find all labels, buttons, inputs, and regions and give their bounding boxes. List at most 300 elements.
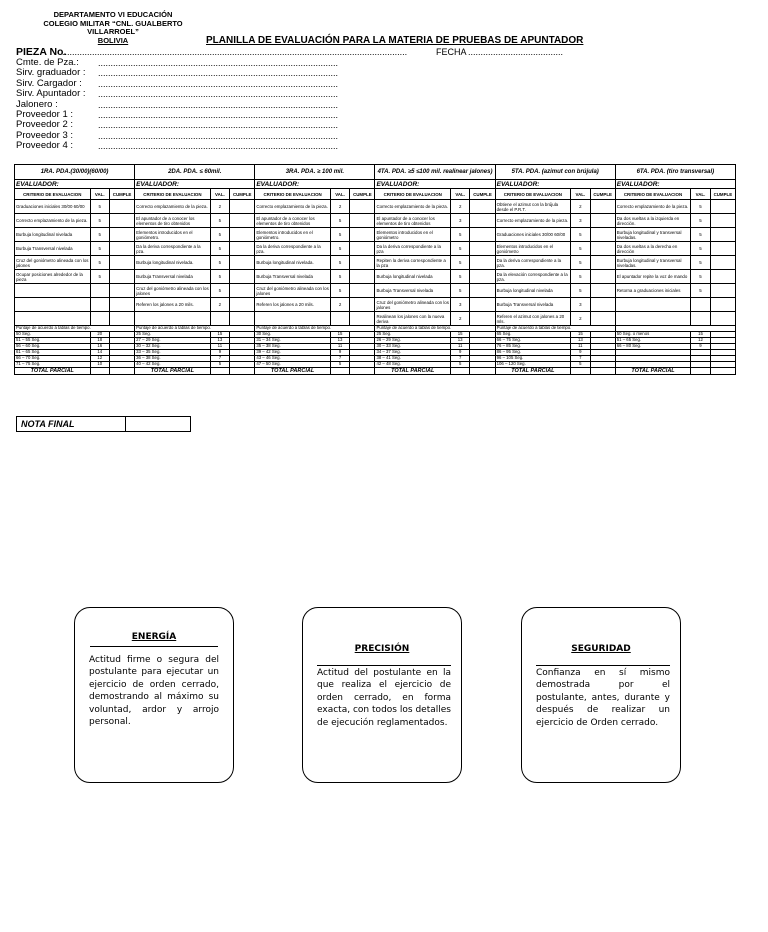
nota-final-box [16,416,191,432]
criterio-cell: Burbuja longitudinal nivelada [375,270,451,284]
col-cumple: CUMPLE [710,189,735,200]
total-parcial-cumple[interactable] [230,368,255,375]
cumple-cell[interactable] [470,298,495,312]
total-parcial-label: TOTAL PARCIAL [375,368,451,375]
time-range: 42 – 48 Seg. [375,362,451,368]
cumple-cell[interactable] [710,214,735,228]
time-score: 11 [330,344,349,350]
total-parcial-label: TOTAL PARCIAL [615,368,691,375]
val-cell: 2 [210,298,229,312]
criterio-cell: Correcto emplazamiento de la pieza. [615,200,691,214]
time-score: 7 [330,356,349,362]
criterio-cell [15,284,91,298]
time-score: 15 [210,332,229,338]
criterio-cell [255,312,331,326]
col-cumple: CUMPLE [230,189,255,200]
val-cell: 5 [90,242,109,256]
col-cumple: CUMPLE [590,189,615,200]
val-cell: 5 [571,284,590,298]
nota-final-label: NOTA FINAL [17,417,126,432]
field-input[interactable]: ................................................................................................ [98,141,339,152]
cumple-cell[interactable] [350,214,375,228]
cumple-cell[interactable] [350,270,375,284]
time-range: 66 – 70 Seg. [15,356,91,362]
phase-title: 3RA. PDA. ≥ 100 mil. [255,165,375,180]
cumple-cell[interactable] [109,200,134,214]
field-label: Cmte. de Pza.: [16,57,79,68]
time-score: 7 [571,356,590,362]
cumple-cell[interactable] [350,256,375,270]
col-val: VAL. [210,189,229,200]
cumple-cell[interactable] [590,298,615,312]
time-range: 56 – 60 Seg. [15,344,91,350]
criterio-cell: Graduaciones iniciales 30/00 60/00 [495,228,571,242]
val-cell: 5 [691,214,710,228]
time-range: 34 – 37 Seg. [375,350,451,356]
evaluador-label[interactable]: EVALUADOR: [15,180,135,189]
cumple-cell[interactable] [590,256,615,270]
evaluador-label[interactable]: EVALUADOR: [615,180,735,189]
val-cell: 5 [571,242,590,256]
evaluador-label[interactable]: EVALUADOR: [255,180,375,189]
col-criterio: CRITERIO DE EVALUACION [495,189,571,200]
time-range: 71 – 75 Seg. [15,362,91,368]
col-criterio: CRITERIO DE EVALUACION [255,189,331,200]
criterio-cell: Burbuja Transversal nivelada [135,270,211,284]
val-cell: 5 [450,256,469,270]
card-divider [90,646,218,647]
cumple-cell[interactable] [230,242,255,256]
cumple-cell[interactable] [470,242,495,256]
val-cell: 5 [691,200,710,214]
time-range: 39 – 42 Seg. [255,350,331,356]
time-score: 9 [330,350,349,356]
criterio-cell [15,312,91,326]
cumple-cell[interactable] [350,312,375,326]
criterio-cell: Cruz del goniómetro alineada con los jalones [256,285,329,296]
card-divider [536,665,670,666]
time-score: 9 [450,350,469,356]
time-score: 9 [691,344,710,350]
val-cell: 5 [210,214,229,228]
cumple-cell[interactable] [109,284,134,298]
cumple-cell[interactable] [470,228,495,242]
col-criterio: CRITERIO DE EVALUACION [135,189,211,200]
val-cell: 3 [450,298,469,312]
field-label: Proveedor 2 : [16,119,74,131]
time-range: 33 – 35 Seg. [135,350,211,356]
time-range: 26 – 29 Seg. [375,338,451,344]
cumple-cell[interactable] [350,298,375,312]
criterio-cell: El apuntador de a conocer los elementos de tiro obtenidos [375,214,451,228]
val-cell: 3 [571,214,590,228]
cumple-cell[interactable] [710,200,735,214]
field-label: Jalonero : [16,98,58,110]
cumple-cell[interactable] [109,298,134,312]
pieza-label: PIEZA No. [16,46,67,58]
field-label: Sirv. Apuntador : [16,88,86,100]
criterio-cell: Elementos introducidos en el goniómetro [495,242,571,256]
cumple-cell[interactable] [230,284,255,298]
val-cell: 2 [450,312,469,326]
time-score: 15 [330,332,349,338]
cumple-cell[interactable] [470,312,495,326]
total-parcial-label: TOTAL PARCIAL [15,368,91,375]
field-input[interactable]: ................................................................................................ [98,120,339,131]
cumple-cell[interactable] [230,256,255,270]
time-range: 43 – 46 Seg. [255,356,331,362]
total-parcial-label: TOTAL PARCIAL [495,368,571,375]
val-cell: 2 [210,200,229,214]
cumple-cell[interactable] [230,214,255,228]
criterio-cell: Correcto emplazamiento de la pieza. [255,200,331,214]
card-seguridad [521,607,681,783]
criterio-cell: Burbuja longitudinal y transversal niveladas. [615,256,691,270]
time-score: 14 [90,350,109,356]
time-range: 47 – 50 Seg. [255,362,331,368]
time-range: 31 – 34 Seg. [255,338,331,344]
time-score: 18 [90,338,109,344]
val-cell: 5 [330,242,349,256]
evaluation-table [14,164,736,375]
val-cell: 5 [691,228,710,242]
col-val: VAL. [691,189,710,200]
field-label: Proveedor 3 : [16,129,74,141]
criterio-cell: Correcto emplazamiento de la pieza. [495,214,571,228]
val-cell: 5 [210,228,229,242]
criterio-cell: Burbuja Transversal nivelada [15,242,91,256]
time-score: 15 [691,332,710,338]
time-range: 51 – 65 Seg. [615,338,691,344]
col-cumple: CUMPLE [350,189,375,200]
val-cell: 2 [571,312,590,326]
col-criterio: CRITERIO DE EVALUACION [375,189,451,200]
criterio-cell: Da dos vueltas a la derecha en dirección [615,242,691,256]
val-cell [691,298,710,312]
criterio-cell: Referen los jalones a 20 mils. [135,298,211,312]
val-cell: 2 [571,200,590,214]
val-cell: 5 [450,228,469,242]
criterio-cell [135,312,211,326]
val-cell: 3 [450,214,469,228]
cumple-cell[interactable] [109,228,134,242]
criterio-cell: El apuntador repite la voz de mando [615,270,691,284]
criterio-cell [15,298,91,312]
time-table-header: Puntaje de acuerdo a tablas de tiempo. [135,326,255,332]
pieza-field[interactable]: .......................................................................................................................................... [62,47,408,57]
time-table-header: Puntaje de acuerdo a tablas de tiempo. [375,326,495,332]
time-score: 5 [210,362,229,368]
time-range: 30 Seg. [255,332,331,338]
field-input[interactable]: ................................................................................................ [98,68,339,79]
val-cell: 5 [330,284,349,298]
val-cell: 5 [571,228,590,242]
card-title: PRECISIÓN [354,644,410,654]
cumple-cell[interactable] [470,200,495,214]
val-cell [90,284,109,298]
phase-title: 1RA. PDA.(30/00)(60/00) [15,165,135,180]
field-input[interactable]: ................................................................................................ [98,99,339,110]
evaluador-label[interactable]: EVALUADOR: [495,180,615,189]
cumple-cell[interactable] [590,228,615,242]
cumple-cell[interactable] [230,312,255,326]
time-range: 61 – 65 Seg. [15,350,91,356]
criterio-cell: Burbuja Transversal nivelada [375,284,451,298]
criterio-cell: El apuntador de a conocer los elementos de tiro obtenidos [135,214,211,228]
criterio-cell: Graduaciones iniciales 30/00 60/00 [15,200,91,214]
fecha-field[interactable]: ...................................... [468,47,564,57]
criterio-cell: Correcto emplazamiento de la pieza. [135,200,211,214]
total-parcial-value[interactable] [691,368,710,375]
val-cell: 2 [330,200,349,214]
time-score: 15 [450,332,469,338]
val-cell: 5 [330,214,349,228]
phase-title: 6TA. PDA. (tiro transversal) [615,165,735,180]
val-cell: 5 [90,200,109,214]
criterio-cell: Elementos introducidos en el goniómetro. [255,228,331,242]
val-cell [90,298,109,312]
val-cell: 2 [330,298,349,312]
time-score: 20 [90,332,109,338]
val-cell: 5 [210,256,229,270]
val-cell [210,312,229,326]
total-parcial-cumple[interactable] [470,368,495,375]
time-range: 51 – 55 Seg. [15,338,91,344]
cumple-cell[interactable] [109,270,134,284]
val-cell: 3 [571,298,590,312]
card-text: Actitud del postulante en la que realiza el ejercicio de orden cerrado, en forma exacta, con todos los detalles de ejecución reglamentados. [317,668,451,728]
val-cell: 5 [90,256,109,270]
val-cell: 5 [571,270,590,284]
cumple-cell[interactable] [710,298,735,312]
time-range: 25 Seg. [135,332,211,338]
field-input[interactable]: ................................................................................................ [98,130,339,141]
country-line: BOLIVIA [97,35,129,45]
time-score: 5 [571,362,590,368]
cumple-cell[interactable] [710,284,735,298]
val-cell: 5 [450,270,469,284]
total-parcial-value[interactable] [571,368,590,375]
field-input[interactable]: ................................................................................................ [98,110,339,120]
field-input[interactable]: ................................................................................................ [98,89,339,100]
time-score: 13 [330,338,349,344]
val-cell: 5 [210,270,229,284]
col-val: VAL. [450,189,469,200]
criterio-cell: Ocupar posiciones alrededor de la pieza [15,270,91,284]
criterio-cell: Burbuja longitudinal nivelada [15,228,91,242]
cumple-cell[interactable] [710,256,735,270]
card-text: Actitud firme o segura del postulante para ejecutar un ejercicio de orden cerrado, demostrando al máximo su voluntad, ardor y arrojo personal. [89,655,219,728]
criterio-cell: Da la deriva correspondiente a la pza. [495,256,571,270]
criterio-cell: Burbuja Transversal nivelada [255,270,331,284]
val-cell: 5 [450,284,469,298]
cumple-cell[interactable] [590,242,615,256]
criterio-cell [615,312,691,326]
criterio-cell: Cruz del goniómetro alineada con los jalones [136,285,209,296]
time-range: 50 Seg. o menos [615,332,691,338]
time-score: 13 [450,338,469,344]
phase-title: 2DA. PDA. ≤ 60mil. [135,165,255,180]
cumple-cell[interactable] [350,228,375,242]
time-range: 65 Seg. [495,332,571,338]
cumple-cell[interactable] [230,228,255,242]
val-cell: 5 [90,228,109,242]
val-cell [90,312,109,326]
time-range: 50 Seg. [15,332,91,338]
time-range: 27 – 29 Seg. [135,338,211,344]
time-range: 66 – 75 Seg. [495,338,571,344]
criterio-cell: Da la deriva correspondiente a la pza. [255,242,331,256]
col-cumple: CUMPLE [109,189,134,200]
val-cell [330,312,349,326]
time-score: 5 [330,362,349,368]
val-cell: 5 [691,256,710,270]
criterio-cell: Obtiene el azimut con la brújula desde el P.R.T. [495,200,571,214]
nota-final-value[interactable] [126,417,191,432]
time-range: 96 – 105 Seg. [495,356,571,362]
time-table-header: Puntaje de acuerdo a tablas de tiempo. [15,326,135,332]
card-text: Confianza en sí mismo demostrada por el postulante, antes, durante y después de realizar un ejercicio de Orden cerrado. [536,668,670,728]
time-range: 106 – 120 Seg. [495,362,571,368]
cumple-cell[interactable] [710,228,735,242]
criterio-cell: Burbuja longitudinal nivelada. [255,256,331,270]
val-cell: 5 [571,256,590,270]
total-parcial-value[interactable] [330,368,349,375]
val-cell [691,312,710,326]
cumple-cell[interactable] [470,284,495,298]
time-range: 30 – 32 Seg. [135,344,211,350]
time-score: 7 [450,356,469,362]
card-energia [74,607,234,783]
cumple-cell[interactable] [710,242,735,256]
criterio-cell: Da la deriva correspondiente a la pza [375,242,451,256]
cumple-cell[interactable] [230,298,255,312]
cumple-cell[interactable] [710,270,735,284]
card-title: ENERGÍA [131,632,177,642]
criterio-cell: Cruz del goniómetro alineada con los jalones [16,257,89,268]
cumple-cell[interactable] [590,270,615,284]
val-cell: 5 [691,284,710,298]
cumple-cell[interactable] [590,312,615,326]
time-score: 12 [90,356,109,362]
cumple-cell[interactable] [710,312,735,326]
total-parcial-value[interactable] [90,368,109,375]
col-val: VAL. [90,189,109,200]
val-cell: 5 [330,256,349,270]
time-range: 86 – 95 Seg. [495,350,571,356]
time-score: 15 [571,332,590,338]
cumple-cell[interactable] [470,256,495,270]
criterio-cell: Referen el azimut con jalones a 20 mls. [495,312,571,326]
time-table-header: Puntaje de acuerdo a tablas de tiempo. [495,326,615,332]
field-label: Sirv. graduador : [16,67,86,79]
criterio-cell: Referen los jalones a 20 mils. [255,298,331,312]
department-line: DEPARTAMENTO VI EDUCACIÓN [53,10,173,19]
cumple-cell[interactable] [590,284,615,298]
cumple-cell[interactable] [470,214,495,228]
total-parcial-cumple[interactable] [590,368,615,375]
criterio-cell: Correcto emplazamiento de la pieza. [375,200,451,214]
val-cell: 5 [330,228,349,242]
cumple-cell[interactable] [109,312,134,326]
cumple-cell[interactable] [350,242,375,256]
total-parcial-value[interactable] [210,368,229,375]
field-input[interactable]: ................................................................................................ [98,58,339,68]
criterio-cell: Retorna a graduaciones iniciales [615,284,691,298]
cumple-cell[interactable] [350,200,375,214]
val-cell: 5 [691,270,710,284]
criterio-cell: Cruz del goniómetro alineada con los jalones [376,299,449,310]
cumple-cell[interactable] [350,284,375,298]
val-cell: 5 [210,284,229,298]
criterio-cell: Elementos introducidos en el goniómetro. [135,228,211,242]
cumple-cell[interactable] [230,270,255,284]
cumple-cell[interactable] [590,214,615,228]
col-cumple: CUMPLE [470,189,495,200]
val-cell: 5 [330,270,349,284]
time-range: 66 – 80 Seg. [615,344,691,350]
field-input[interactable]: ................................................................................................ [98,78,339,89]
card-title: SEGURIDAD [571,644,631,654]
time-score: 5 [450,362,469,368]
time-range: 76 – 85 Seg. [495,344,571,350]
cumple-cell[interactable] [470,270,495,284]
phase-title: 5TA. PDA. (azimut con brújula) [495,165,615,180]
val-cell: 5 [90,270,109,284]
cumple-cell[interactable] [590,200,615,214]
card-divider [317,665,451,666]
total-parcial-cumple[interactable] [109,368,134,375]
evaluador-label[interactable]: EVALUADOR: [375,180,495,189]
val-cell: 5 [90,214,109,228]
cumple-cell[interactable] [109,256,134,270]
card-precision [302,607,462,783]
total-parcial-label: TOTAL PARCIAL [135,368,211,375]
time-score: 13 [210,338,229,344]
col-val: VAL. [571,189,590,200]
cumple-cell[interactable] [109,242,134,256]
time-score: 13 [571,338,590,344]
criterio-cell: Realinean los jalones con la nueva deriva [375,312,451,326]
time-score: 7 [210,356,229,362]
val-cell: 5 [691,242,710,256]
total-parcial-label: TOTAL PARCIAL [255,368,331,375]
time-score: 9 [571,350,590,356]
total-parcial-cumple[interactable] [710,368,735,375]
phase-title: 4TA. PDA. ≥5 ≤100 mil. realinear jalones) [375,165,495,180]
time-range: 36 – 38 Seg. [135,356,211,362]
time-score: 12 [691,338,710,344]
evaluador-label[interactable]: EVALUADOR: [135,180,255,189]
time-score: 16 [90,344,109,350]
time-range: 25 Seg. [375,332,451,338]
criterio-cell: Elementos introducidos en el goniómetro [375,228,451,242]
criterio-cell: Correcto emplazamiento de la pieza. [15,214,91,228]
college-line: COLEGIO MILITAR “CNL. GUALBERTO VILLARROEL” [43,18,183,36]
time-score: 9 [210,350,229,356]
total-parcial-value[interactable] [450,368,469,375]
fecha-label: FECHA [436,47,467,57]
cumple-cell[interactable] [230,200,255,214]
time-range: 40 – 42 Seg. [135,362,211,368]
total-parcial-cumple[interactable] [350,368,375,375]
time-score: 11 [450,344,469,350]
cumple-cell[interactable] [109,214,134,228]
criterio-cell: Da dos vueltas a la izquierda en dirección. [615,214,691,228]
field-label: Proveedor 1 : [16,109,74,120]
time-table-header: Puntaje de acuerdo a tablas de tiempo. [255,326,375,332]
time-range: 30 – 33 Seg. [375,344,451,350]
